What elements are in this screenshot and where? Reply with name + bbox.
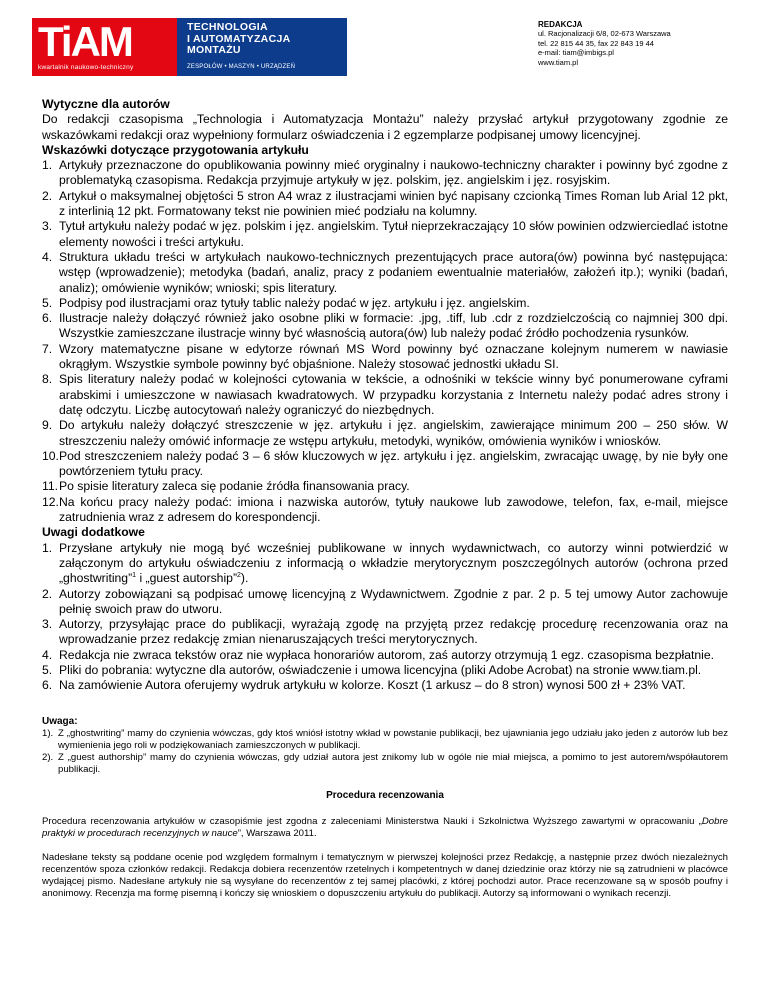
page-header	[32, 18, 742, 84]
list-item: 3. Tytuł artykułu należy podać w jęz. polskim i jęz. angielskim. Tytuł nieprzekraczający 10 słów powinien odzwierciedlać istotne elementy nowości i treści artykułu.	[42, 219, 728, 249]
instructions-list	[42, 158, 728, 525]
journal-title-line: TECHNOLOGIA	[187, 21, 268, 33]
editorial-phone: tel. 22 815 44 35, fax 22 843 19 44	[538, 38, 654, 48]
review-paragraph-2: Nadesłane teksty są poddane ocenie pod względem formalnym i tematycznym w pierwszej kolejności przez Redakcję, a następnie przez dwóch niezależnych recenzentów spoza członków redakcji. Redakcja dobiera recenzentów rzetelnych i kompetentnych w danej dziedzinie oraz którzy nie są zatrudnieni w placówce wydającej pismo. Nadesłane artykuły nie są wysyłane do recenzentów z tej samej placówki, z której pochodzi autor. Prace recenzowane są w sposób poufny i anonimowy. Recenzja ma formę pisemną i kończy się wnioskiem o dopuszczeniu artykułu do publikacji. Autorzy są informowani o wynikach recenzji.	[42, 851, 728, 899]
list-item: 3. Autorzy, przysyłając prace do publikacji, wyrażają zgodę na przyjętą przez redakcję procedurę recenzowania oraz na wprowadzanie przez redakcję zmian nienaruszających treści merytorycznych.	[42, 617, 728, 647]
list-item: 1. Przysłane artykuły nie mogą być wcześniej publikowane w innych wydawnictwach, co autorzy winni potwierdzić w załączonym do artykułu oświadczeniu z informacją o wkładzie merytorycznym poszczególnych autorów (ochrona przed „ghostwriting”$^1$ i „guest autorship”$^2$).	[42, 540, 728, 586]
journal-title	[187, 22, 290, 57]
editorial-heading: REDAKCJA	[538, 20, 583, 29]
list-item: 7. Wzory matematyczne pisane w edytorze równań MS Word powinny być oznaczane kolejnym numerem w nawiasie okrągłym. Wszystkie symbole powinny być objaśnione. Należy stosować jednostki układu SI.	[42, 341, 728, 372]
list-item: 4. Redakcja nie zwraca tekstów oraz nie wypłaca honorariów autorom, zaś autorzy otrzymują 1 egz. czasopisma bezpłatnie.	[42, 647, 715, 662]
review-paragraph-1: Procedura recenzowania artykułów w czasopiśmie jest zgodna z zaleceniami Ministerstwa Nauki i Szkolnictwa Wyższego zawartymi w opracowaniu „Dobre praktyki w procedurach recenzyjnych w nauce”, Warszawa 2011.	[42, 815, 728, 839]
tiam-logo	[32, 18, 177, 76]
list-item: 2. Artykuł o maksymalnej objętości 5 stron A4 wraz z ilustracjami winien być napisany czcionką Times Roman lub Arial 12 pkt, z interlinią 12 pkt. Formatowany tekst nie powinien mieć podziału na kolumny.	[42, 188, 728, 219]
footnotes-heading: Uwaga:	[42, 715, 78, 727]
journal-title-block	[177, 18, 347, 76]
list-item: 12. Na końcu pracy należy podać: imiona i nazwiska autorów, tytuły naukowe lub zawodowe, telefon, fax, e-mail, miejsce zatrudnienia wraz z adresem do korespondencji.	[42, 494, 728, 525]
list-item: 8. Spis literatury należy podać w kolejności cytowania w tekście, a odnośniki w tekście winny być ponumerowane cyframi arabskimi i umieszczone w nawiasach kwadratowych. W przypadku korzystania z Internetu należy podać adres strony i datę odczytu. Liczbę autocytowań należy ograniczyć do niezbędnych.	[42, 372, 728, 417]
footnote-item: 1). Z „ghostwriting” mamy do czynienia wówczas, gdy ktoś wniósł istotny wkład w powstanie publikacji, bez ujawniania jego udziału jako jeden z autorów lub bez wymienienia jego roli w podziękowaniach zamieszczonych w publikacji.	[42, 727, 728, 751]
review-heading: Procedura recenzowania	[326, 789, 444, 801]
guidelines-intro: Do redakcji czasopisma „Technologia i Automatyzacja Montażu” należy przysłać artykuł przygotowany zgodnie ze wskazówkami redakcji oraz wypełniony formularz oświadczenia i 2 egzemplarze podpisanej umowy licencyjnej.	[42, 112, 728, 142]
editorial-address: ul. Racjonalizacji 6/8, 02-673 Warszawa	[538, 29, 671, 39]
journal-title-line: MONTAŻU	[187, 44, 241, 56]
list-item: 1. Artykuły przeznaczone do opublikowania powinny mieć oryginalny i naukowo-techniczny charakter i powinny być zgodne z problematyką czasopisma. Redakcja przyjmuje artykuły w jęz. polskim, jęz. angielskim i jęz. rosyjskim.	[42, 158, 728, 188]
logo-text: TiAM	[38, 18, 132, 65]
journal-title-line: I AUTOMATYZACJA	[187, 32, 291, 45]
document-body	[42, 97, 728, 900]
additional-list	[42, 541, 728, 694]
logo-tagline: kwartalnik naukowo-techniczny	[38, 64, 134, 71]
list-item: 9. Do artykułu należy dołączyć streszczenie w jęz. artykułu i jęz. angielskim, zawierające minimum 200 – 250 słów. W streszczeniu należy omówić informacje ze wstępu artykułu, metodyki, wyników, omówienia wyników i wniosków.	[42, 418, 728, 448]
footnotes-section	[42, 716, 728, 900]
journal-tagline: ZESPOŁÓW • MASZYN • URZĄDZEŃ	[187, 64, 296, 70]
editorial-website[interactable]: www.tiam.pl	[538, 57, 579, 67]
list-item: 6. Ilustracje należy dołączyć również jako osobne pliki w formacie: .jpg, .tiff, lub .cdr z rozdzielczością co najmniej 300 dpi. Wszystkie zamieszczane ilustracje winny być własnością autora(ów) lub należy podać źródło pochodzenia rysunków.	[42, 311, 728, 341]
editorial-contact	[538, 20, 671, 67]
list-item: 10. Pod streszczeniem należy podać 3 – 6 słów kluczowych w jęz. artykułu i jęz. angielskim, zwracając uwagę, by nie były one powtórzeniem tytułu pracy.	[42, 448, 728, 479]
list-item: 4. Struktura układu treści w artykułach naukowo-technicznych prezentujących prace autora(ów) powinna być następująca: wstęp (wprowadzenie); metodyka (badań, analiz, pracy z podaniem ewentualnie materiałów, założeń itp.); wyniki (badań, analiz); omówienie wyników; wnioski; spis literatury.	[42, 249, 728, 295]
list-item: 6. Na zamówienie Autora oferujemy wydruk artykułu w kolorze. Koszt (1 arkusz – do 8 stron) wynosi 500 zł + 23% VAT.	[42, 678, 686, 693]
additional-heading: Uwagi dodatkowe	[42, 525, 145, 540]
list-item: 5. Pliki do pobrania: wytyczne dla autorów, oświadczenie i umowa licencyjna (pliki Adobe Acrobat) na stronie www.tiam.pl.	[42, 662, 702, 677]
instructions-heading: Wskazówki dotyczące przygotowania artykułu	[42, 142, 309, 157]
list-item: 5. Podpisy pod ilustracjami oraz tytuły tablic należy podać w jęz. artykułu i jęz. angielskim.	[42, 295, 530, 310]
list-item: 2. Autorzy zobowiązani są podpisać umowę licencyjną z Wydawnictwem. Zgodnie z par. 2 p. 5 tej umowy Autor zachowuje pełnię swoich praw do utworu.	[42, 586, 728, 616]
footnote-item: 2). Z „guest authorship” mamy do czynienia wówczas, gdy udział autora jest znikomy lub w ogóle nie miał miejsca, a pomimo to jest autorem/współautorem publikacji.	[42, 751, 728, 775]
editorial-email[interactable]: e-mail: tiam@imbigs.pl	[538, 48, 614, 58]
list-item: 11. Po spisie literatury zaleca się podanie źródła finansowania pracy.	[42, 479, 410, 494]
guidelines-heading: Wytyczne dla autorów	[42, 97, 170, 111]
